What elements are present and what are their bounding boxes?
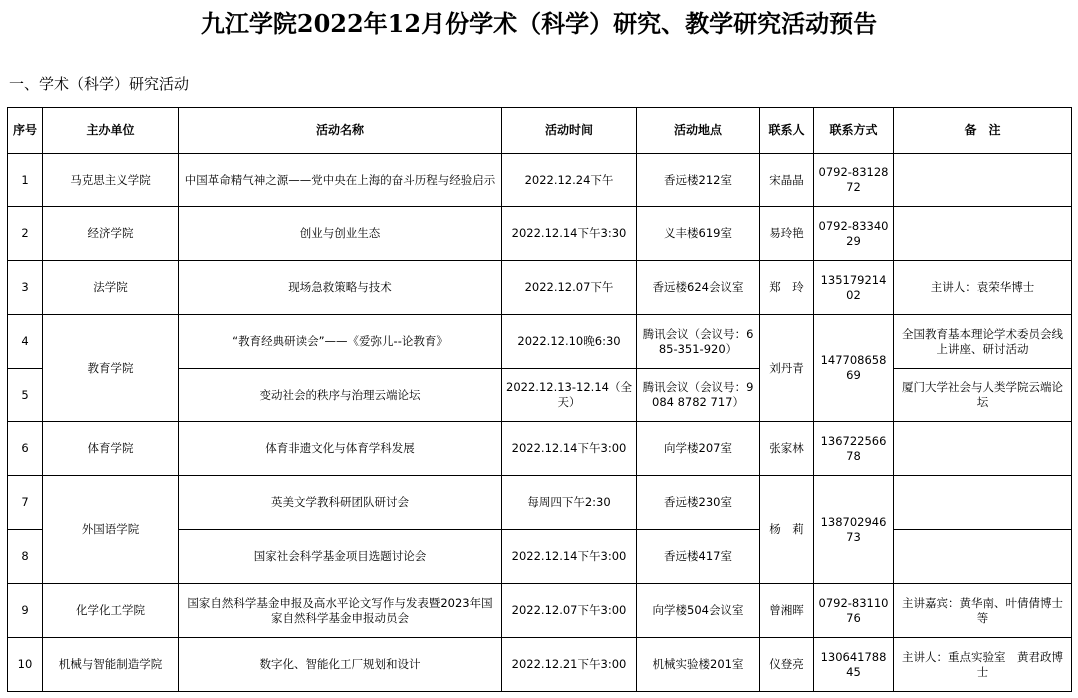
cell-phone: 14770865869 <box>814 315 894 422</box>
cell-place: 机械实验楼201室 <box>637 638 760 692</box>
cell-time: 2022.12.10晚6:30 <box>502 315 637 369</box>
cell-phone: 0792-8311076 <box>814 584 894 638</box>
cell-name: 创业与创业生态 <box>179 207 502 261</box>
cell-time: 2022.12.24下午 <box>502 154 637 207</box>
cell-time: 2022.12.13-12.14（全天） <box>502 369 637 422</box>
cell-contact: 张家林 <box>760 422 814 476</box>
cell-contact: 曾湘晖 <box>760 584 814 638</box>
cell-seq: 7 <box>8 476 43 530</box>
cell-note: 主讲人：袁荣华博士 <box>894 261 1072 315</box>
cell-seq: 3 <box>8 261 43 315</box>
cell-seq: 5 <box>8 369 43 422</box>
cell-note: 厦门大学社会与人类学院云端论坛 <box>894 369 1072 422</box>
document-title: 九江学院2022年12月份学术（科学）研究、教学研究活动预告 <box>200 9 878 38</box>
cell-place: 义丰楼619室 <box>637 207 760 261</box>
cell-name: 变动社会的秩序与治理云端论坛 <box>179 369 502 422</box>
cell-name: 中国革命精气神之源——党中央在上海的奋斗历程与经验启示 <box>179 154 502 207</box>
cell-name: 现场急救策略与技术 <box>179 261 502 315</box>
section-heading: 一、学术（科学）研究活动 <box>9 75 190 93</box>
cell-phone: 13064178845 <box>814 638 894 692</box>
cell-seq: 10 <box>8 638 43 692</box>
header-note: 备 注 <box>894 108 1072 154</box>
cell-time: 2022.12.07下午3:00 <box>502 584 637 638</box>
cell-place: 腾讯会议（会议号：685-351-920） <box>637 315 760 369</box>
header-phone: 联系方式 <box>814 108 894 154</box>
cell-phone: 13517921402 <box>814 261 894 315</box>
cell-note <box>894 422 1072 476</box>
cell-unit: 经济学院 <box>43 207 179 261</box>
cell-seq: 9 <box>8 584 43 638</box>
cell-name: “教育经典研读会”——《爱弥儿--论教育》 <box>179 315 502 369</box>
cell-note: 全国教育基本理论学术委员会线上讲座、研讨活动 <box>894 315 1072 369</box>
cell-note <box>894 154 1072 207</box>
cell-place: 腾讯会议（会议号：9084 8782 717） <box>637 369 760 422</box>
table-row <box>8 584 1072 638</box>
cell-note <box>894 530 1072 584</box>
cell-seq: 4 <box>8 315 43 369</box>
table-row <box>8 638 1072 692</box>
table-row <box>8 422 1072 476</box>
cell-phone: 0792-8334029 <box>814 207 894 261</box>
cell-unit: 化学化工学院 <box>43 584 179 638</box>
cell-name: 英美文学教科研团队研讨会 <box>179 476 502 530</box>
table-header-row <box>8 108 1072 154</box>
cell-contact: 杨 莉 <box>760 476 814 584</box>
table-row <box>8 207 1072 261</box>
cell-unit: 体育学院 <box>43 422 179 476</box>
cell-phone: 0792-8312872 <box>814 154 894 207</box>
cell-unit: 教育学院 <box>43 315 179 422</box>
table-row <box>8 261 1072 315</box>
cell-place: 香远楼624会议室 <box>637 261 760 315</box>
header-seq: 序号 <box>8 108 43 154</box>
cell-time: 2022.12.14下午3:30 <box>502 207 637 261</box>
cell-time: 2022.12.07下午 <box>502 261 637 315</box>
cell-place: 香远楼417室 <box>637 530 760 584</box>
cell-contact: 仪登亮 <box>760 638 814 692</box>
table-row <box>8 315 1072 369</box>
cell-unit: 法学院 <box>43 261 179 315</box>
cell-name: 国家社会科学基金项目选题讨论会 <box>179 530 502 584</box>
cell-contact: 宋晶晶 <box>760 154 814 207</box>
header-place: 活动地点 <box>637 108 760 154</box>
cell-note <box>894 207 1072 261</box>
cell-place: 香远楼230室 <box>637 476 760 530</box>
cell-note: 主讲人：重点实验室 黄君政博士 <box>894 638 1072 692</box>
header-unit: 主办单位 <box>43 108 179 154</box>
cell-seq: 2 <box>8 207 43 261</box>
cell-phone: 13672256678 <box>814 422 894 476</box>
activity-table <box>7 107 1072 692</box>
header-time: 活动时间 <box>502 108 637 154</box>
cell-name: 数字化、智能化工厂规划和设计 <box>179 638 502 692</box>
cell-place: 向学楼207室 <box>637 422 760 476</box>
cell-time: 2022.12.14下午3:00 <box>502 530 637 584</box>
cell-note <box>894 476 1072 530</box>
cell-seq: 6 <box>8 422 43 476</box>
header-name: 活动名称 <box>179 108 502 154</box>
cell-phone: 13870294673 <box>814 476 894 584</box>
cell-time: 2022.12.21下午3:00 <box>502 638 637 692</box>
cell-unit: 马克思主义学院 <box>43 154 179 207</box>
cell-time: 每周四下午2:30 <box>502 476 637 530</box>
cell-contact: 郑 玲 <box>760 261 814 315</box>
cell-seq: 1 <box>8 154 43 207</box>
cell-name: 国家自然科学基金申报及高水平论文写作与发表暨2023年国家自然科学基金申报动员会 <box>179 584 502 638</box>
cell-place: 香远楼212室 <box>637 154 760 207</box>
cell-unit: 外国语学院 <box>43 476 179 584</box>
cell-place: 向学楼504会议室 <box>637 584 760 638</box>
cell-note: 主讲嘉宾：黄华南、叶倩倩博士等 <box>894 584 1072 638</box>
cell-contact: 刘丹青 <box>760 315 814 422</box>
cell-seq: 8 <box>8 530 43 584</box>
table-row <box>8 476 1072 530</box>
header-contact: 联系人 <box>760 108 814 154</box>
table-row <box>8 154 1072 207</box>
cell-unit: 机械与智能制造学院 <box>43 638 179 692</box>
cell-contact: 易玲艳 <box>760 207 814 261</box>
cell-name: 体育非遗文化与体育学科发展 <box>179 422 502 476</box>
cell-time: 2022.12.14下午3:00 <box>502 422 637 476</box>
